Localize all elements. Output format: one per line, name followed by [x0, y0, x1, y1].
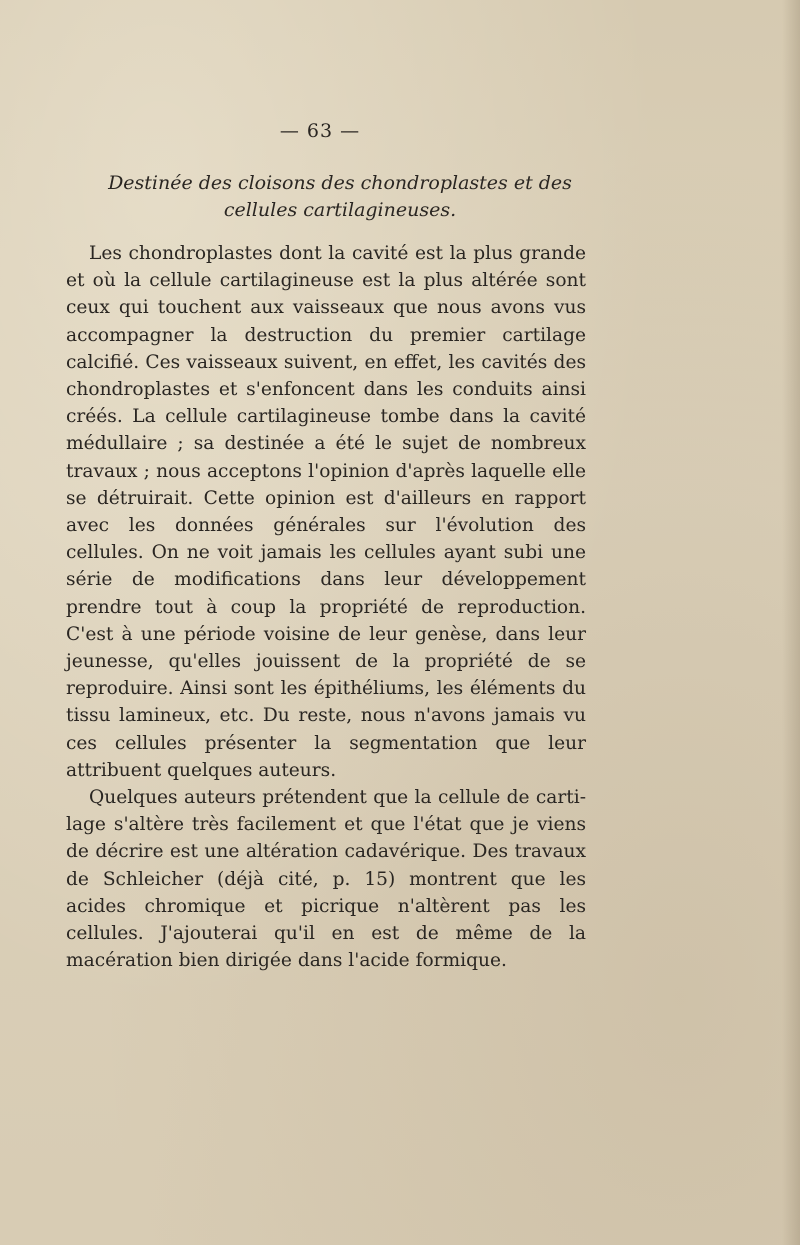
page-number: — 63 —: [279, 120, 361, 142]
paragraph: Quelques auteurs prétendent que la cellule de cartilage s'altère très facilement et que l'état que je viens de décrire est une altération cadavérique. Des travaux de Schleicher (déjà cité, p. 15) montrent que les acides chromique et picrique n'altèrent pas les cellules. J'ajouterai qu'il en est de même de la macération bien dirigée dans l'acide formique.: [66, 787, 586, 972]
body-text: [66, 240, 586, 974]
paragraph: Les chondroplastes dont la cavité est la plus grande et où la cellule cartilagineuse est la plus altérée sont ceux qui touchent aux vaisseaux que nous avons vus accompagner la destruction du premier cartilage calcifié. Ces vaisseaux suivent, en effet, les cavités des chondroplastes et s'enfoncent dans les conduits ainsi créés. La cellule cartilagineuse tombe dans la cavité médullaire ; sa destinée a été le sujet de nombreux travaux ; nous acceptons l'opinion d'après laquelle elle se détruirait. Cette opinion est d'ailleurs en rapport avec les données générales sur l'évolution des cellules. On ne voit jamais les cellules ayant subi une série de modifications dans leur développement prendre tout à coup la propriété de reproduction. C'est à une période voisine de leur genèse, dans leur jeunesse, qu'elles jouissent de la propriété de se reproduire. Ainsi sont les épithéliums, les éléments du tissu lamineux, etc. Du reste, nous n'avons jamais vu ces cellules présenter la segmentation que leur attribuent quelques auteurs.: [66, 243, 586, 781]
page-edge-shadow: [782, 0, 800, 1245]
section-heading: Destinée des cloisons des chondroplastes et des cellules cartilagineuses.: [108, 172, 572, 221]
